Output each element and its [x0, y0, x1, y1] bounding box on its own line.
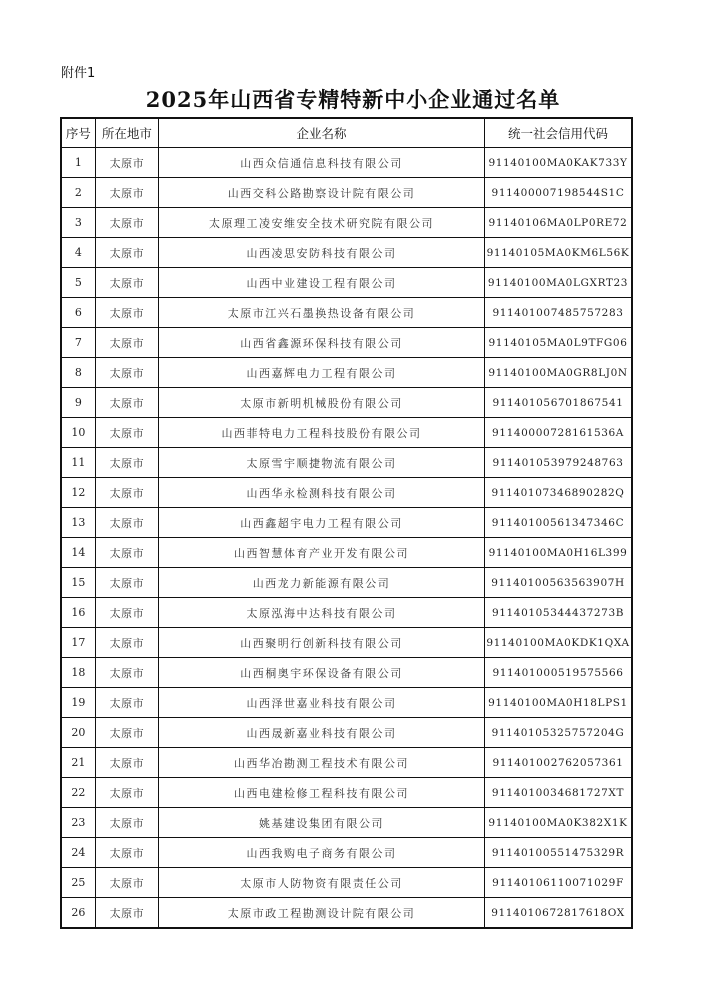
- serial-number-cell: 20: [61, 718, 95, 748]
- city-cell: 太原市: [95, 838, 158, 868]
- company-name-cell: 山西交科公路勘察设计院有限公司: [159, 178, 485, 208]
- city-cell: 太原市: [95, 748, 158, 778]
- company-name-cell: 山西聚明行创新科技有限公司: [159, 628, 485, 658]
- serial-number-cell: 6: [61, 298, 95, 328]
- city-cell: 太原市: [95, 628, 158, 658]
- table-row: [61, 148, 632, 178]
- serial-number-cell: 18: [61, 658, 95, 688]
- serial-number-cell: 21: [61, 748, 95, 778]
- city-cell: 太原市: [95, 898, 158, 929]
- city-cell: 太原市: [95, 688, 158, 718]
- table-row: [61, 328, 632, 358]
- header-city: 所在地市: [95, 118, 158, 148]
- city-cell: 太原市: [95, 658, 158, 688]
- company-name-cell: 山西华永检测科技有限公司: [159, 478, 485, 508]
- serial-number-cell: 9: [61, 388, 95, 418]
- city-cell: 太原市: [95, 268, 158, 298]
- serial-number-cell: 19: [61, 688, 95, 718]
- company-name-cell: 山西凌思安防科技有限公司: [159, 238, 485, 268]
- serial-number-cell: 7: [61, 328, 95, 358]
- table-row: [61, 538, 632, 568]
- credit-code-cell: 91140107346890282Q: [485, 478, 632, 508]
- credit-code-cell: 911401002762057361: [485, 748, 632, 778]
- serial-number-cell: 10: [61, 418, 95, 448]
- table-row: [61, 478, 632, 508]
- credit-code-cell: 91140000728161536A: [485, 418, 632, 448]
- table-row: [61, 658, 632, 688]
- credit-code-cell: 91140100563563907H: [485, 568, 632, 598]
- city-cell: 太原市: [95, 538, 158, 568]
- city-cell: 太原市: [95, 418, 158, 448]
- company-name-cell: 山西中业建设工程有限公司: [159, 268, 485, 298]
- city-cell: 太原市: [95, 478, 158, 508]
- serial-number-cell: 8: [61, 358, 95, 388]
- header-credit-code: 统一社会信用代码: [485, 118, 632, 148]
- table-row: [61, 208, 632, 238]
- table-row: [61, 568, 632, 598]
- serial-number-cell: 25: [61, 868, 95, 898]
- serial-number-cell: 2: [61, 178, 95, 208]
- credit-code-cell: 911401056701867541: [485, 388, 632, 418]
- company-name-cell: 太原雪宇顺捷物流有限公司: [159, 448, 485, 478]
- credit-code-cell: 911401007485757283: [485, 298, 632, 328]
- city-cell: 太原市: [95, 568, 158, 598]
- credit-code-cell: 91140100MA0H18LPS1: [485, 688, 632, 718]
- city-cell: 太原市: [95, 148, 158, 178]
- credit-code-cell: 91140100MA0H16L399: [485, 538, 632, 568]
- table-row: [61, 838, 632, 868]
- table-row: [61, 448, 632, 478]
- company-name-cell: 山西电建检修工程科技有限公司: [159, 778, 485, 808]
- credit-code-cell: 9114010034681727XT: [485, 778, 632, 808]
- credit-code-cell: 911401000519575566: [485, 658, 632, 688]
- table-row: [61, 898, 632, 929]
- credit-code-cell: 91140100MA0GR8LJ0N: [485, 358, 632, 388]
- credit-code-cell: 91140105325757204G: [485, 718, 632, 748]
- city-cell: 太原市: [95, 208, 158, 238]
- table-row: [61, 388, 632, 418]
- table-row: [61, 268, 632, 298]
- credit-code-cell: 91140105344437273B: [485, 598, 632, 628]
- company-name-cell: 太原市江兴石墨换热设备有限公司: [159, 298, 485, 328]
- serial-number-cell: 11: [61, 448, 95, 478]
- serial-number-cell: 22: [61, 778, 95, 808]
- serial-number-cell: 4: [61, 238, 95, 268]
- city-cell: 太原市: [95, 358, 158, 388]
- company-name-cell: 姚基建设集团有限公司: [159, 808, 485, 838]
- city-cell: 太原市: [95, 508, 158, 538]
- serial-number-cell: 23: [61, 808, 95, 838]
- credit-code-cell: 91140100MA0K382X1K: [485, 808, 632, 838]
- city-cell: 太原市: [95, 388, 158, 418]
- credit-code-cell: 91140100551475329R: [485, 838, 632, 868]
- serial-number-cell: 24: [61, 838, 95, 868]
- city-cell: 太原市: [95, 238, 158, 268]
- serial-number-cell: 5: [61, 268, 95, 298]
- table-row: [61, 868, 632, 898]
- header-serial-number: 序号: [61, 118, 95, 148]
- table-row: [61, 778, 632, 808]
- company-name-cell: 太原泓海中达科技有限公司: [159, 598, 485, 628]
- credit-code-cell: 91140100561347346C: [485, 508, 632, 538]
- company-name-cell: 山西嘉辉电力工程有限公司: [159, 358, 485, 388]
- serial-number-cell: 14: [61, 538, 95, 568]
- serial-number-cell: 26: [61, 898, 95, 929]
- table-row: [61, 418, 632, 448]
- credit-code-cell: 91140100MA0KAK733Y: [485, 148, 632, 178]
- company-name-cell: 山西晟新嘉业科技有限公司: [159, 718, 485, 748]
- credit-code-cell: 911401053979248763: [485, 448, 632, 478]
- serial-number-cell: 12: [61, 478, 95, 508]
- credit-code-cell: 9114010672817618OX: [485, 898, 632, 929]
- city-cell: 太原市: [95, 298, 158, 328]
- table-row: [61, 688, 632, 718]
- company-name-cell: 山西菲特电力工程科技股份有限公司: [159, 418, 485, 448]
- serial-number-cell: 1: [61, 148, 95, 178]
- table-row: [61, 598, 632, 628]
- table-row: [61, 178, 632, 208]
- city-cell: 太原市: [95, 868, 158, 898]
- company-name-cell: 山西龙力新能源有限公司: [159, 568, 485, 598]
- serial-number-cell: 15: [61, 568, 95, 598]
- city-cell: 太原市: [95, 778, 158, 808]
- company-name-cell: 山西众信通信息科技有限公司: [159, 148, 485, 178]
- city-cell: 太原市: [95, 598, 158, 628]
- document-title: 2025年山西省专精特新中小企业通过名单: [145, 87, 561, 112]
- city-cell: 太原市: [95, 448, 158, 478]
- credit-code-cell: 911400007198544S1C: [485, 178, 632, 208]
- company-name-cell: 山西我购电子商务有限公司: [159, 838, 485, 868]
- serial-number-cell: 17: [61, 628, 95, 658]
- attachment-label: 附件1: [61, 66, 96, 81]
- table-row: [61, 358, 632, 388]
- table-row: [61, 298, 632, 328]
- table-row: [61, 628, 632, 658]
- city-cell: 太原市: [95, 178, 158, 208]
- credit-code-cell: 91140100MA0LGXRT23: [485, 268, 632, 298]
- company-name-cell: 山西鑫超宇电力工程有限公司: [159, 508, 485, 538]
- company-name-cell: 太原理工凌安维安全技术研究院有限公司: [159, 208, 485, 238]
- table-header-row: [61, 118, 632, 148]
- city-cell: 太原市: [95, 808, 158, 838]
- credit-code-cell: 91140106MA0LP0RE72: [485, 208, 632, 238]
- serial-number-cell: 16: [61, 598, 95, 628]
- company-name-cell: 山西智慧体育产业开发有限公司: [159, 538, 485, 568]
- credit-code-cell: 91140105MA0KM6L56K: [485, 238, 632, 268]
- company-name-cell: 太原市政工程勘测设计院有限公司: [159, 898, 485, 929]
- city-cell: 太原市: [95, 328, 158, 358]
- company-name-cell: 山西省鑫源环保科技有限公司: [159, 328, 485, 358]
- company-name-cell: 太原市人防物资有限责任公司: [159, 868, 485, 898]
- header-company-name: 企业名称: [159, 118, 485, 148]
- table-row: [61, 808, 632, 838]
- serial-number-cell: 3: [61, 208, 95, 238]
- company-name-cell: 山西桐奥宇环保设备有限公司: [159, 658, 485, 688]
- table-row: [61, 238, 632, 268]
- table-row: [61, 748, 632, 778]
- credit-code-cell: 91140105MA0L9TFG06: [485, 328, 632, 358]
- company-list-table: [60, 117, 633, 929]
- table-row: [61, 718, 632, 748]
- credit-code-cell: 91140106110071029F: [485, 868, 632, 898]
- serial-number-cell: 13: [61, 508, 95, 538]
- table-row: [61, 508, 632, 538]
- company-name-cell: 山西华冶勘测工程技术有限公司: [159, 748, 485, 778]
- city-cell: 太原市: [95, 718, 158, 748]
- company-name-cell: 太原市新明机械股份有限公司: [159, 388, 485, 418]
- company-name-cell: 山西泽世嘉业科技有限公司: [159, 688, 485, 718]
- credit-code-cell: 91140100MA0KDK1QXA: [485, 628, 632, 658]
